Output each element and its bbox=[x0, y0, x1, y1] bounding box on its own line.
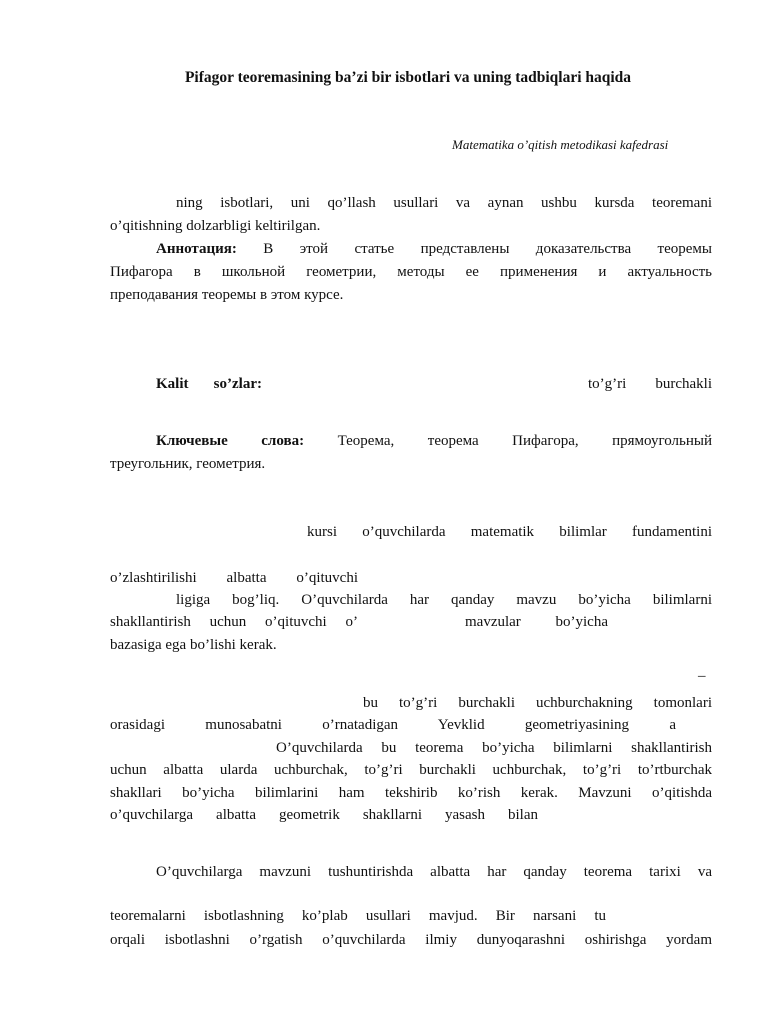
department-name: Matematika o’qitish metodikasi kafedrasi bbox=[452, 137, 669, 152]
annotation-line: преподавания теоремы в этом курсе. bbox=[110, 287, 344, 303]
body-line: O’quvchilarda bu teorema bo’yicha bilimlarni shakllantirish bbox=[276, 740, 712, 756]
keywords-uz-text: to’g’ri burchakli bbox=[588, 376, 712, 392]
body-line: mavzular bo’yicha bbox=[465, 614, 608, 630]
keywords-uz-label: Kalit so’zlar: bbox=[156, 376, 262, 392]
body-dash: – bbox=[698, 668, 706, 684]
body-line: teoremalarni isbotlashning ko’plab usullari mavjud. Bir narsani tu bbox=[110, 908, 606, 924]
body-line: o’quvchilarga albatta geometrik shakllarni yasash bilan bbox=[110, 807, 538, 823]
body-line: orqali isbotlashni o’rgatish o’quvchilarda ilmiy dunyoqarashni oshirishga yordam bbox=[110, 932, 712, 948]
keywords-ru-line: треугольник, геометрия. bbox=[110, 456, 266, 472]
document-title: Pifagor teoremasining ba’zi bir isbotlari va uning tadbiqlari haqida bbox=[184, 69, 632, 86]
body-line: ligiga bog’liq. O’quvchilarda har qanday mavzu bo’yicha bilimlarni bbox=[176, 592, 712, 608]
annotation-line bbox=[156, 239, 712, 259]
body-line: uchun albatta ularda uchburchak, to’g’ri burchakli uchburchak, to’g’ri to’rtburchak bbox=[110, 762, 712, 778]
body-line: bu to’g’ri burchakli uchburchakning tomonlari bbox=[363, 695, 712, 711]
body-line: shakllantirish uchun o’qituvchi o’ bbox=[110, 614, 358, 630]
keywords-ru-label: Ключевые слова: bbox=[156, 433, 305, 449]
body-line: O’quvchilarga mavzuni tushuntirishda albatta har qanday teorema tarixi va bbox=[156, 864, 712, 880]
body-line: orasidagi munosabatni o’rnatadigan Yevklid geometriyasining a bbox=[110, 717, 676, 733]
annotation-line: Пифагора в школьной геометрии, методы ее применения и актуальность bbox=[110, 264, 712, 280]
body-line: bazasiga ega bo’lishi kerak. bbox=[110, 637, 277, 653]
annotation-label: Аннотация: bbox=[156, 241, 237, 257]
keywords-ru-line bbox=[156, 431, 712, 451]
keywords-ru-text: Теорема, теорема Пифагора, прямоугольный bbox=[337, 433, 712, 449]
annotation-text: В этой статье представлены доказательства теоремы bbox=[263, 241, 713, 257]
abstract-line: o’qitishning dolzarbligi keltirilgan. bbox=[110, 218, 321, 234]
body-line: kursi o’quvchilarda matematik bilimlar fundamentini bbox=[307, 524, 712, 540]
body-line: o’zlashtirilishi albatta o’qituvchi bbox=[110, 570, 358, 586]
body-line: shakllari bo’yicha bilimlarini ham tekshirib ko’rish kerak. Mavzuni o’qitishda bbox=[110, 785, 712, 801]
abstract-line: ning isbotlari, uni qo’llash usullari va aynan ushbu kursda teoremani bbox=[176, 195, 712, 211]
